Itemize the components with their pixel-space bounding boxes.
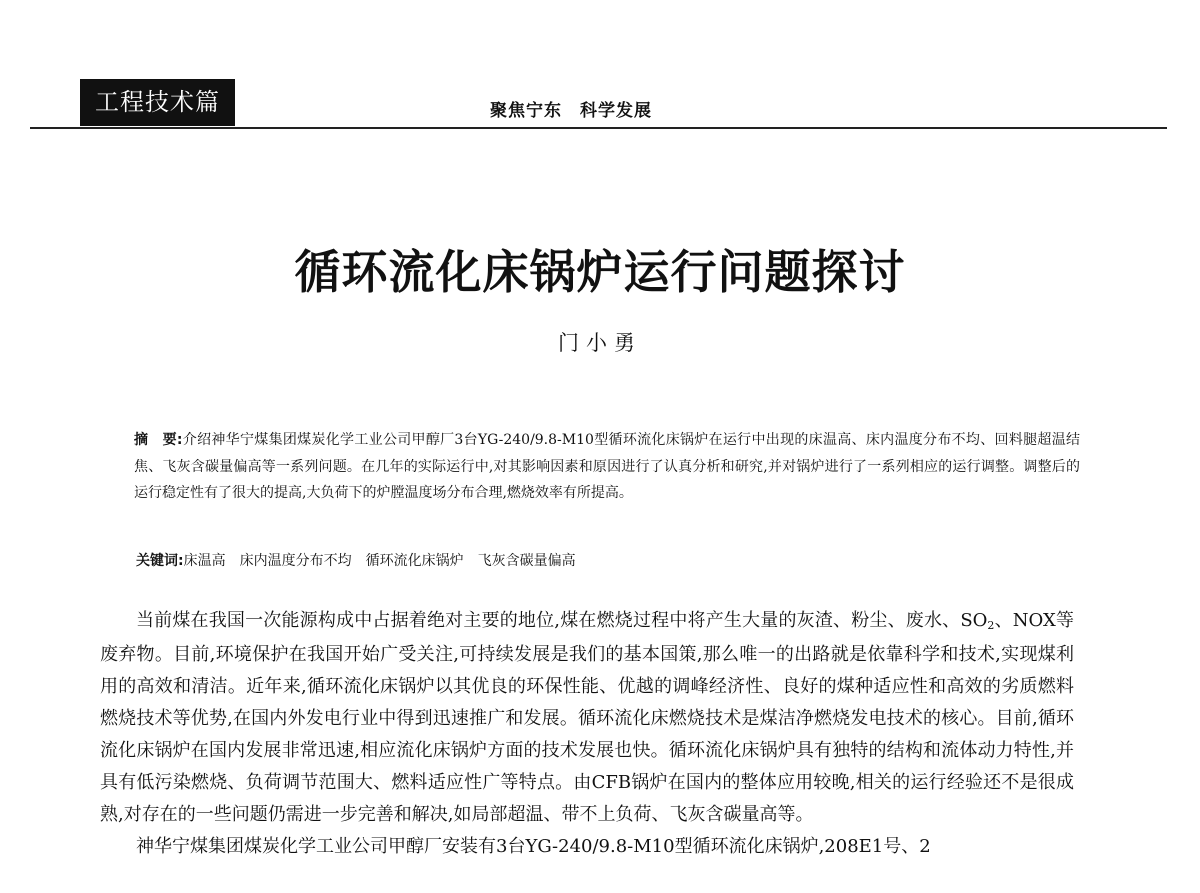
running-head: 聚焦宁东 科学发展 (490, 101, 652, 121)
body-paragraph-2: 神华宁煤集团煤炭化学工业公司甲醇厂安装有3台YG-240/9.8-M10型循环流化床锅炉,208E1号、2 (136, 836, 931, 857)
abstract-label: 摘 要: (134, 432, 183, 448)
keyword-item: 床温高 (183, 553, 226, 569)
body-paragraph (100, 605, 1074, 831)
abstract (100, 427, 1080, 507)
body-paragraph (100, 831, 1074, 863)
article-author: 门小勇 (558, 331, 642, 355)
keyword-item: 循环流化床锅炉 (365, 553, 464, 569)
body-text (100, 605, 1074, 863)
keywords-label: 关键词: (136, 553, 184, 569)
keyword-item: 飞灰含碳量偏高 (477, 553, 576, 569)
article-title: 循环流化床锅炉运行问题探讨 (294, 245, 906, 299)
keywords (136, 550, 1076, 572)
header-rule (30, 127, 1167, 129)
section-tag: 工程技术篇 (80, 79, 235, 126)
subscript-2: 2 (987, 619, 995, 632)
keyword-item: 床内温度分布不均 (239, 553, 352, 569)
body-paragraph-1a: 当前煤在我国一次能源构成中占据着绝对主要的地位,煤在燃烧过程中将产生大量的灰渣、粉尘、废水、SO (136, 610, 988, 631)
body-paragraph-1b: 、NOX等废弃物。目前,环境保护在我国开始广受关注,可持续发展是我们的基本国策,那么唯一的出路就是依靠科学和技术,实现煤利用的高效和清洁。近年来,循环流化床锅炉以其优良的环保性能、优越的调峰经济性、良好的煤种适应性和高效的劣质燃料燃烧技术等优势,在国内外发电行业中得到迅速推广和发展。循环流化床燃烧技术是煤洁净燃烧发电技术的核心。目前,循环流化床锅炉在国内发展非常迅速,相应流化床锅炉方面的技术发展也快。循环流化床锅炉具有独特的结构和流体动力特性,并具有低污染燃烧、负荷调节范围大、燃料适应性广等特点。由CFB锅炉在国内的整体应用较晚,相关的运行经验还不是很成熟,对存在的一些问题仍需进一步完善和解决,如局部超温、带不上负荷、飞灰含碳量高等。 (100, 610, 1074, 825)
abstract-text: 介绍神华宁煤集团煤炭化学工业公司甲醇厂3台YG-240/9.8-M10型循环流化床锅炉在运行中出现的床温高、床内温度分布不均、回料腿超温结焦、飞灰含碳量偏高等一系列问题。在几年的实际运行中,对其影响因素和原因进行了认真分析和研究,并对锅炉进行了一系列相应的运行调整。调整后的运行稳定性有了很大的提高,大负荷下的炉膛温度场分布合理,燃烧效率有所提高。 (134, 432, 1080, 501)
